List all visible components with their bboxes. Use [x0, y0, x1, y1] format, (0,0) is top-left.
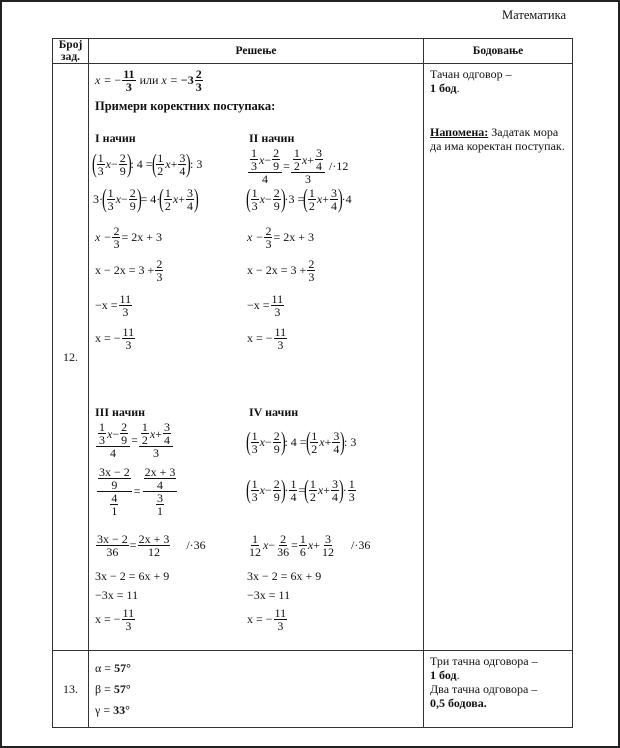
math-fraction-part: 9 [119, 163, 126, 178]
math-fraction-part: 4 [179, 163, 186, 178]
math-fraction-part [164, 187, 172, 212]
solution-cell [89, 64, 424, 651]
header-line: Број [58, 39, 83, 51]
math-fraction-part: 2 [308, 198, 315, 213]
math-fraction-part: 2 [311, 441, 318, 456]
math-fraction-part: 3 [113, 237, 120, 251]
math-paren: ( [151, 149, 157, 178]
math-fraction-part: 4 [156, 478, 163, 492]
math-fraction-part [96, 421, 130, 459]
math-fraction-part [156, 152, 164, 177]
table-row [53, 64, 573, 651]
math-fraction-part [308, 187, 316, 212]
math-fraction-part: 1 [251, 428, 258, 443]
math-paren: ) [280, 184, 286, 213]
method-1-title: I начин [95, 131, 136, 145]
math-paren: ( [303, 184, 308, 213]
math-fraction-part [348, 478, 356, 503]
math-fraction-part: 1 [111, 504, 118, 518]
math-fraction-part [321, 533, 335, 558]
method-2-title: II начин [249, 131, 295, 145]
method-4-title: IV начин [249, 405, 299, 419]
math-fraction-part: 11 [122, 325, 135, 339]
equation: ( 1 3 x − 2 9 ) · 1 4 = ( 1 2 x + 3 4 ) · 1 3 [245, 475, 355, 504]
math-paren: ) [126, 149, 132, 178]
math-paren: ( [305, 427, 311, 456]
math-fraction-part: 12 [249, 545, 261, 559]
math-fraction-part [155, 492, 165, 517]
note: Напомена: Задатак мора да има коректан поступак. [430, 125, 565, 153]
math-fraction-part: 3x − 2 [99, 465, 130, 479]
equation: 1 3 x − 2 9 4 = 1 2 x + 3 4 3 [95, 421, 174, 459]
math-text: x = [95, 73, 112, 87]
math-fraction-part: 3 [277, 338, 284, 352]
math-fraction-part: 2 [121, 420, 128, 434]
math-paren: ( [304, 475, 309, 504]
equation: 1 3 x − 2 9 4 = 1 2 x + 3 4 3 /·12 [247, 147, 348, 185]
math-fraction-part [289, 478, 297, 503]
math-fraction-part: 1 [290, 476, 297, 491]
math-fraction-part: 4 [316, 159, 322, 173]
equation: x = − $\frac{11}{3}$ [95, 606, 135, 633]
math-fraction-part [315, 147, 323, 172]
math-fraction-part: 2x + 3 [144, 465, 176, 479]
equation: x − $\frac{2}{3}$ = 2x + 3 [247, 224, 314, 251]
math-fraction-part: 1 2 x + 3 4 [139, 421, 173, 447]
math-fraction-part: 2 [265, 224, 272, 238]
math-fraction-part [251, 478, 259, 503]
math-fraction-part: 2 [273, 428, 280, 443]
math-fraction-part: 11 [271, 292, 284, 306]
math-fraction-part: 1 [157, 150, 164, 165]
math-fraction-part: 11 [119, 292, 132, 306]
math-fraction-part: 1 [107, 185, 114, 200]
math-fraction-part: 2 [156, 257, 163, 271]
math-fraction-part: 4 [332, 489, 339, 504]
math-fraction-part [264, 225, 272, 250]
math-fraction-part: 2 [141, 433, 148, 447]
math-fraction-part [307, 258, 315, 283]
math-text: или [139, 73, 159, 87]
math-fraction-part: 3 [304, 172, 311, 186]
math-fraction-part [274, 607, 288, 632]
math-fraction-part [97, 466, 132, 492]
equation: ( 1 3 x − 2 9 ) : 4 = ( 1 2 x + 3 4 ) : 3 [91, 149, 203, 178]
math-fraction-part: x [107, 426, 113, 441]
math-fraction-part: 9 [273, 159, 280, 173]
math-fraction-part [129, 187, 137, 212]
equation: −x = $\frac{11}{3}$ [95, 292, 132, 319]
math-fraction-part [276, 533, 290, 558]
equation: −x = $\frac{11}{3}$ [247, 292, 284, 319]
math-fraction-part: 3 [122, 305, 129, 319]
equation: 1 12 x − 2 36 = 1 6 x + 3 12 /·36 [249, 532, 371, 559]
math-fraction-part: 3 [265, 237, 272, 251]
scoring-cell [424, 651, 573, 728]
solution-cell [89, 651, 424, 728]
math-paren: ) [280, 427, 286, 456]
math-fraction-part: 1 [348, 476, 355, 491]
math-fraction-part [97, 152, 105, 177]
math-paren: ( [245, 184, 251, 213]
equation: ( 1 3 x − 2 9 ) ·3 = ( 1 2 x + 3 4 ) ·4 [245, 184, 352, 213]
math-fraction-part: 3 [251, 441, 258, 456]
math-fraction-part: 2 [308, 257, 315, 271]
math-fraction-part [293, 147, 301, 172]
math-fraction-part: 2 [273, 146, 280, 160]
math-fraction-part [122, 326, 136, 351]
equation: x − 2x = 3 + $\frac{2}{3}$ [95, 257, 163, 284]
math-fraction-part: 1 [299, 532, 306, 546]
table-row [53, 651, 573, 728]
math-fraction-part [330, 187, 338, 212]
math-fraction-part [251, 187, 259, 212]
math-fraction-part: 1 [251, 185, 258, 200]
equation: x = − $\frac{11}{3}$ [247, 325, 287, 352]
math-fraction-part: 1 2 x + 3 4 [291, 147, 325, 173]
math-fraction-part: 1 3 x − 2 9 [96, 421, 130, 447]
math-fraction-part: 3 [331, 185, 337, 200]
table-header-row [53, 39, 573, 64]
math-fraction-part: 2 [273, 185, 280, 200]
math-fraction-part: 1 [311, 428, 318, 443]
math-fraction-part [96, 466, 133, 517]
math-text: 3 [125, 80, 132, 94]
math-fraction-part: 36 [277, 545, 290, 559]
scoring-line: Два тачна одговора – [430, 682, 538, 696]
math-fraction-part: 4 [262, 172, 269, 186]
math-paren: ( [245, 427, 251, 456]
math-fraction-part [119, 152, 127, 177]
math-fraction-part: 1 [308, 185, 315, 200]
math-fraction-part: 3 [308, 270, 315, 284]
math-text: 2 [195, 67, 202, 81]
math-paren: ) [186, 149, 192, 178]
equation: x = − $\frac{11}{3}$ [95, 325, 135, 352]
math-fraction-part: 11 [274, 325, 287, 339]
math-paren: ( [101, 184, 107, 213]
math-fraction-part: 12 [147, 545, 160, 559]
math-fraction-part [291, 147, 325, 185]
math-fraction-part: 3 [274, 305, 281, 319]
math-fraction-part: 3 [333, 428, 340, 443]
math-fraction-part [120, 421, 128, 446]
scoring-table [52, 38, 573, 728]
math-fraction-part: 9 [273, 489, 280, 504]
math-fraction-part: 4 [290, 489, 297, 504]
equation: x − $\frac{2}{3}$ = 2x + 3 [95, 224, 162, 251]
equation: 3x − 2 = 6x + 9 [247, 569, 322, 583]
math-fraction-part [163, 421, 171, 446]
math-fraction-part: 2 [129, 185, 136, 200]
math-fraction-part [310, 430, 318, 455]
math-fraction-part [119, 293, 133, 318]
math-paren: ) [193, 184, 199, 213]
math-fraction-part [271, 293, 285, 318]
math-fraction-part [143, 466, 178, 492]
running-head: Математика [502, 8, 566, 22]
math-fraction-part [155, 258, 163, 283]
method-3-title: III начин [95, 405, 146, 419]
math-fraction-part: 3 [187, 185, 193, 200]
math-fraction-part: 3 [156, 270, 163, 284]
math-fraction-part: 2 [273, 476, 280, 491]
equation: −3x = 11 [95, 588, 139, 602]
math-paren: ) [337, 184, 343, 213]
math-fraction-part [142, 466, 179, 517]
math-fraction-part: 9 [273, 441, 280, 456]
math-fraction-part: 2x + 3 [138, 532, 170, 546]
math-fraction-part: 1 [293, 146, 300, 160]
math-fraction-part: 1 [156, 504, 163, 518]
math-fraction-part [122, 68, 135, 93]
math-fraction-part: 9 [129, 198, 136, 213]
math-fraction-part: 2 [113, 224, 120, 238]
math-fraction-part: 3 [325, 532, 331, 546]
math-fraction-part [273, 430, 281, 455]
math-fraction-part: 3 [251, 198, 258, 213]
angle-alpha: α = 57° [95, 661, 131, 675]
scoring-line: Три тачна одговора – [430, 654, 538, 668]
equation: 3· ( 1 3 x − 2 9 ) = 4· ( 1 2 x + 3 4 ) [93, 184, 199, 213]
math-fraction-part: 1 [251, 476, 258, 491]
math-fraction-part: 4 [331, 198, 337, 213]
math-text: 3 [195, 80, 202, 94]
math-fraction-part: 2 [309, 489, 316, 504]
math-text: x = [161, 73, 178, 87]
math-fraction-part: x [301, 152, 308, 167]
math-fraction-part [138, 533, 171, 558]
math-fraction-part: 2 [164, 198, 171, 213]
equation: 3x − 2 9 4 1 = 2x + 3 4 3 1 [95, 466, 179, 517]
math-fraction-part: 3 [251, 159, 257, 173]
math-fraction-part: 1 [97, 150, 104, 165]
math-fraction-part: 3 [251, 489, 258, 504]
math-fraction-part [250, 147, 258, 172]
task-number: 12. [53, 64, 89, 651]
math-fraction-part: 1 [251, 146, 257, 160]
math-fraction-part: 2 [157, 163, 164, 178]
math-fraction-part [186, 187, 194, 212]
math-fraction-part [109, 492, 119, 517]
math-fraction-part: 3 [99, 433, 105, 447]
math-fraction-part: 3 [316, 146, 322, 160]
math-fraction-part [139, 421, 173, 459]
math-fraction-part: 3x − 2 [97, 532, 128, 546]
math-fraction-part: 4 [333, 441, 340, 456]
math-fraction-part: 3 [107, 198, 114, 213]
math-paren: ( [91, 149, 97, 178]
header-scoring: Бодовање [424, 39, 573, 64]
header-line: зад. [60, 51, 81, 63]
math-fraction-part: 1 [141, 420, 148, 434]
angle-beta: β = 57° [95, 682, 131, 696]
math-paren: ( [245, 475, 251, 504]
math-fraction-part [141, 421, 149, 446]
math-fraction-part: 1 [164, 185, 171, 200]
math-fraction-part: 3 [125, 338, 132, 352]
math-fraction-part: 9 [111, 478, 118, 492]
equation: 3x − 2 = 6x + 9 [95, 569, 170, 583]
math-fraction-part [273, 187, 281, 212]
math-fraction-part: 2 [293, 159, 300, 173]
math-fraction-part: 3 [97, 163, 104, 178]
equation: 3x − 2 36 = 2x + 3 12 /·36 [97, 532, 206, 559]
scoring-line: Тачан одговор – [430, 67, 512, 81]
math-fraction-part [274, 326, 288, 351]
math-fraction-part: 9 [273, 198, 280, 213]
math-fraction-part: x [149, 426, 156, 441]
equation: ( 1 3 x − 2 9 ) : 4 = ( 1 2 x + 3 4 ) : 3 [245, 427, 357, 456]
math-fraction-part: 6 [299, 545, 306, 559]
header-solution: Решење [89, 39, 424, 64]
math-fraction-part: 3 [348, 489, 355, 504]
equation: x − 2x = 3 + $\frac{2}{3}$ [247, 257, 315, 284]
equation: x = − $\frac{11}{3}$ [247, 606, 287, 633]
math-paren: ) [338, 475, 344, 504]
math-fraction-part: 12 [322, 545, 334, 559]
examples-title: Примери коректних поступака: [95, 99, 276, 113]
math-fraction-part: 36 [106, 545, 119, 559]
math-fraction-part: 3 [125, 619, 132, 633]
task-number: 13. [53, 651, 89, 728]
angle-gamma: γ = 33° [95, 703, 130, 717]
math-fraction-part: 4 [110, 446, 117, 460]
math-fraction-part: 3 [179, 150, 186, 165]
math-fraction-part [309, 478, 317, 503]
math-fraction-part: 1 [309, 476, 316, 491]
math-fraction-part: 1 [99, 420, 105, 434]
math-fraction-part [272, 147, 280, 172]
math-fraction-part: 4 [187, 198, 193, 213]
header-task-number [53, 39, 89, 64]
math-fraction-part [248, 147, 282, 185]
scoring-line: 1 бод. [430, 81, 460, 95]
math-text: 3 [187, 73, 194, 87]
math-fraction-part: 3 [152, 446, 159, 460]
answer-line: x = − $\frac{11}{3}$ или x = −3 2 3 [95, 67, 202, 94]
math-fraction-part [251, 430, 259, 455]
math-paren: ) [340, 427, 346, 456]
math-fraction-part: 3 [332, 476, 339, 491]
math-fraction-part: 9 [121, 433, 128, 447]
scoring-line: 0,5 бодова. [430, 696, 487, 710]
math-fraction-part: 3 [164, 420, 170, 434]
math-fraction-part: 2 [119, 150, 126, 165]
equation: −3x = 11 [247, 588, 291, 602]
math-paren: ) [136, 184, 142, 213]
math-fraction-part: x [259, 152, 265, 167]
math-fraction-part [331, 478, 339, 503]
math-fraction-part [195, 68, 203, 93]
math-fraction-part [122, 607, 136, 632]
math-fraction-part [299, 533, 307, 558]
math-fraction-part: 3 [277, 619, 284, 633]
math-fraction-part [112, 225, 120, 250]
math-fraction-part [273, 478, 281, 503]
math-fraction-part: 2 [280, 532, 287, 546]
math-fraction-part: 4 [164, 433, 170, 447]
math-fraction-part [98, 421, 106, 446]
scoring-line: 1 бод. [430, 668, 460, 682]
math-fraction-part: 1 3 x − 2 9 [248, 147, 282, 173]
math-fraction-part: 11 [122, 606, 135, 620]
math-paren: ( [159, 184, 164, 213]
math-fraction-part [248, 533, 262, 558]
math-paren: ) [280, 475, 286, 504]
math-text: 11 [123, 67, 135, 81]
math-fraction-part: 1 [252, 532, 258, 546]
math-fraction-part [107, 187, 115, 212]
scoring-cell [424, 64, 573, 651]
math-fraction-part: 4 [111, 491, 118, 505]
math-fraction-part [96, 533, 129, 558]
math-fraction-part: 11 [274, 606, 287, 620]
math-fraction-part: 3 [156, 491, 163, 505]
